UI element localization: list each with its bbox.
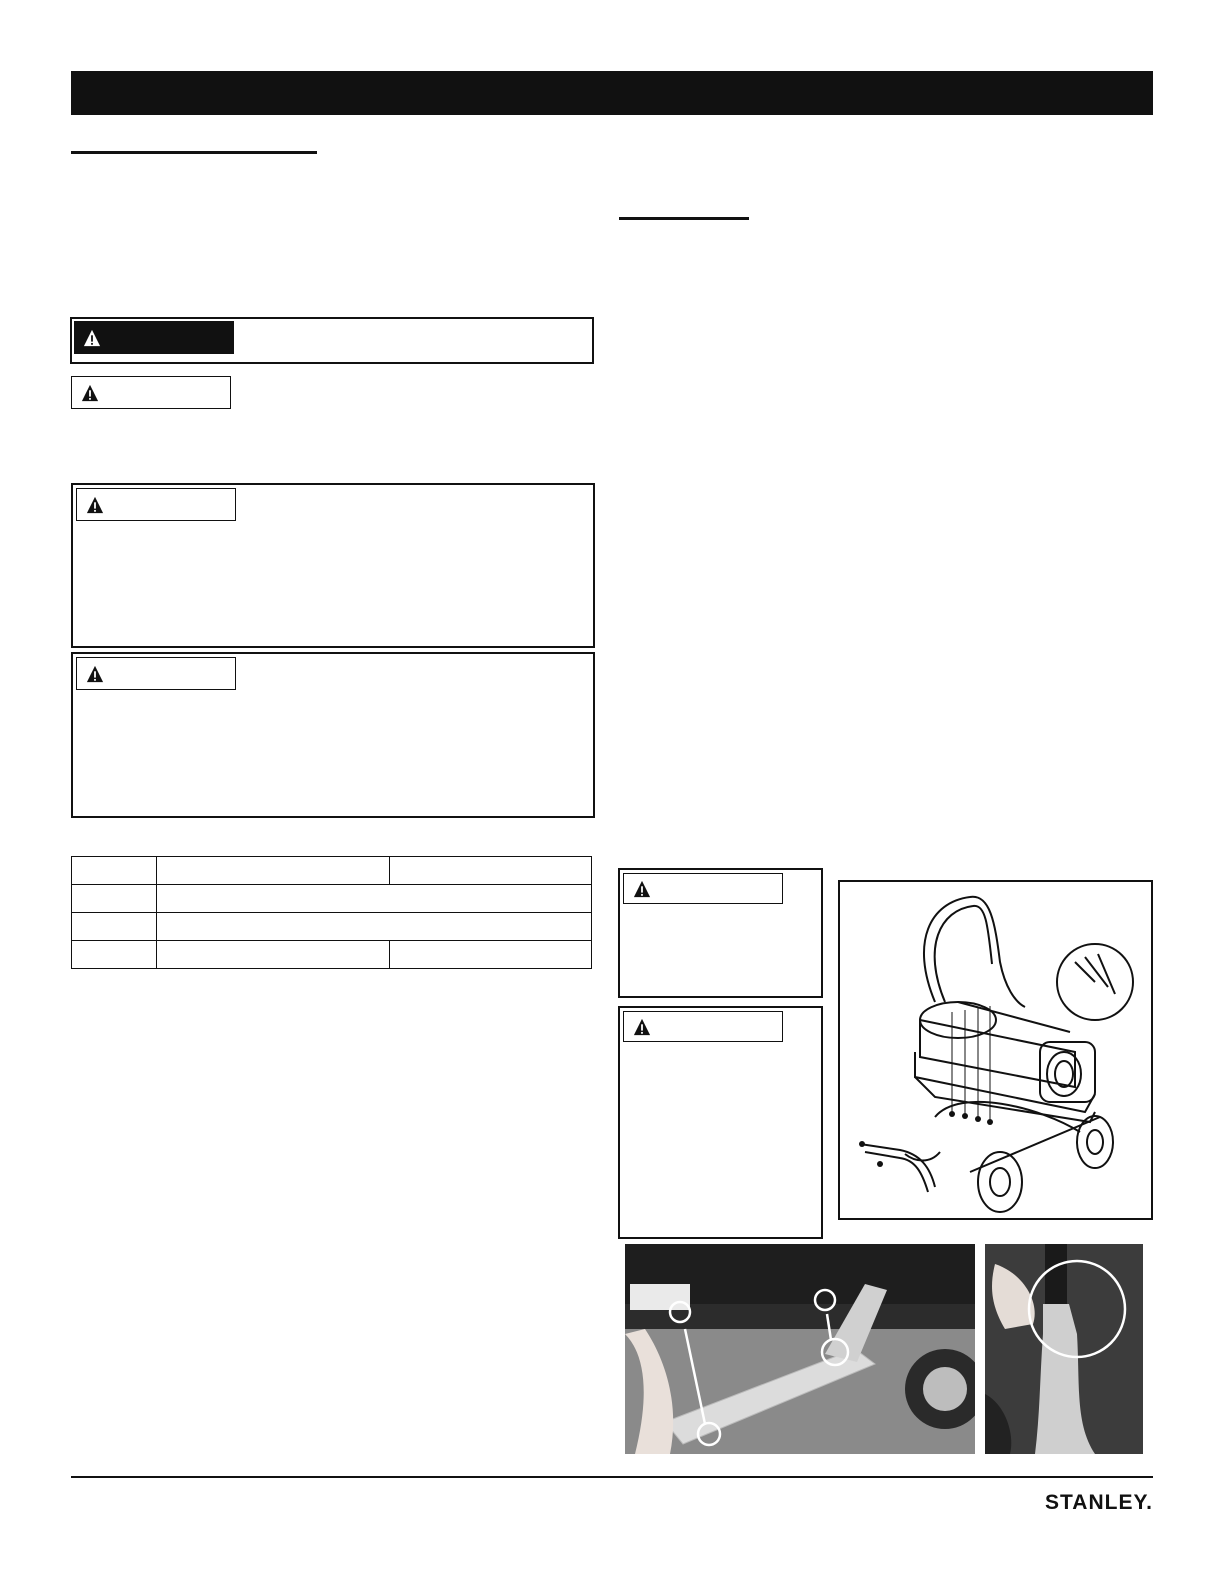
caution-box-2 (618, 1006, 823, 1239)
table-cell (72, 885, 157, 913)
warning-triangle-icon (86, 665, 104, 683)
table-cell (157, 913, 592, 941)
table-row (72, 857, 592, 885)
warning-triangle-icon (633, 1018, 651, 1036)
warning-triangle-icon (81, 384, 99, 402)
handle-bushing-photo-icon (985, 1244, 1143, 1454)
handle-bushing-photo (985, 1244, 1143, 1454)
handle-icon (924, 897, 1025, 1007)
table-cell (72, 941, 157, 969)
table-cell (157, 857, 390, 885)
warning-box-1-label (76, 488, 236, 521)
warning-triangle-icon (83, 329, 101, 347)
footer-rule (71, 1476, 1153, 1478)
caution-box-1-label (623, 873, 783, 904)
table-row (72, 941, 592, 969)
wheel-icon (978, 1152, 1022, 1212)
frame-tube-alignment-photo-icon (625, 1244, 975, 1454)
table-row (72, 885, 592, 913)
warning-box-2 (71, 652, 595, 818)
danger-banner (70, 317, 594, 364)
table-cell (390, 941, 592, 969)
table-row (72, 913, 592, 941)
warning-box-1 (71, 483, 595, 648)
warning-label (71, 376, 231, 409)
frame-tube-photo (625, 1244, 975, 1454)
table-cell (72, 913, 157, 941)
heater-assembly-diagram (838, 880, 1153, 1220)
section-header-bar (71, 71, 1153, 115)
caution-box-2-label (623, 1011, 783, 1042)
warning-box-2-label (76, 657, 236, 690)
caution-box-1 (618, 868, 823, 998)
right-heading-underline (619, 217, 749, 220)
table-cell (157, 941, 390, 969)
table-cell (157, 885, 592, 913)
heater-assembly-illustration (840, 882, 1151, 1218)
stanley-logo: STANLEY. (1045, 1491, 1153, 1514)
left-heading-underline (71, 151, 317, 154)
table-cell (72, 857, 157, 885)
warning-triangle-icon (86, 496, 104, 514)
table-cell (390, 857, 592, 885)
warning-triangle-icon (633, 880, 651, 898)
wheel-icon (1077, 1116, 1113, 1168)
danger-signal-label (74, 321, 234, 354)
spec-table (71, 856, 592, 969)
